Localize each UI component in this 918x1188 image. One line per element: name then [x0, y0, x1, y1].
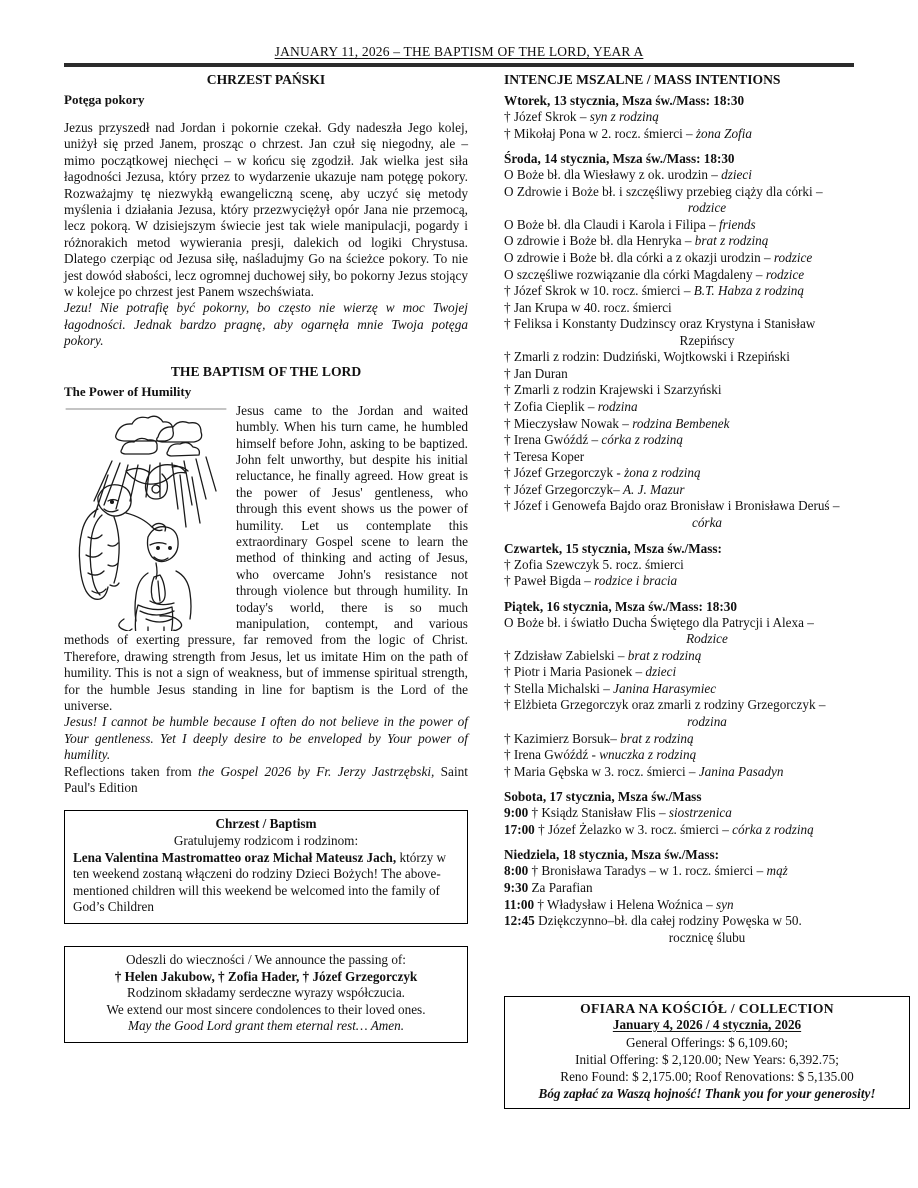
- mass-intention-line: [504, 498, 910, 515]
- mass-intention-donor: rodzice i bracia: [594, 573, 678, 589]
- passing-box-line1: Odeszli do wieczności / We announce the passing of:: [126, 952, 406, 968]
- mass-intention-donor: córka: [691, 514, 723, 530]
- mass-intention-donor: friends: [719, 216, 756, 232]
- english-reflection-block: [64, 403, 468, 715]
- collection-amount-line: Reno Found: $ 2,175.00; Roof Renovations: $ 5,135.00: [560, 1068, 854, 1084]
- credit-prefix: Reflections taken from: [64, 763, 199, 779]
- mass-intention-donor: córka z rodziną: [732, 821, 814, 837]
- mass-intention-donor: siostrzenica: [668, 805, 732, 821]
- mass-intention-text: O Boże bł. dla Claudi i Karola i Filipa –: [504, 216, 719, 232]
- mass-intention-text: † Józef i Genowefa Bajdo oraz Bronisław i Bronisława Deruś –: [504, 498, 840, 514]
- mass-intention-text: † Zdzisław Zabielski –: [504, 647, 628, 663]
- mass-intention-line: [504, 449, 910, 466]
- reflection-credit: [64, 764, 468, 797]
- mass-intention-line: [504, 366, 910, 383]
- mass-intention-line: [504, 432, 910, 449]
- baptism-box-title: Chrzest / Baptism: [215, 816, 317, 832]
- mass-intention-text: † Józef Skrok w 10. rocz. śmierci –: [504, 283, 694, 299]
- mass-intention-text: O zdrowie i Boże bł. dla Henryka –: [504, 233, 695, 249]
- mass-intention-donor: syn z rodziną: [589, 109, 659, 124]
- mass-intention-donor: mąż: [766, 863, 788, 879]
- mass-intention-text: † Irena Gwóźdź –: [504, 432, 602, 448]
- mass-time: 9:30: [504, 879, 529, 895]
- mass-intention-text: † Teresa Koper: [504, 448, 585, 464]
- mass-intention-line: [504, 863, 910, 880]
- mass-intention-donor: Janina Pasadyn: [698, 763, 784, 779]
- mass-intention-continuation: rocznicę ślubu: [668, 929, 746, 945]
- left-column: [64, 72, 468, 1043]
- mass-intention-text: O Boże bł. dla Wiesławy z ok. urodzin –: [504, 167, 722, 183]
- mass-intention-text: † Józef Grzegorczyk–: [504, 481, 623, 497]
- mass-intention-line: [504, 731, 910, 748]
- mass-intention-line: [504, 283, 910, 300]
- english-reflection-paragraph: Jesus came to the Jordan and waited humbly. When his turn came, he humbled himself before John, asking to be baptized. John felt unworthy, but despite his initial reluctance, he finally agreed. How great is the power of Jesus' gentleness, who through this event shows us the power of humility. Let us contemplate this extraordinary Gospel scene to learn the method of thinking and acting of Jesus, who overcame John's resistance not through violence but through humility. In today's world, there is so much manipulation, contempt, and various methods of exerting pressure, far removed from the logic of Christ. Therefore, drawing strength from Jesus, let us imitate Him on the path of humility. This is not a sign of weakness, but of immense spiritual strength, for the humble Jesus standing in line for baptism is the Lord of the universe.: [64, 402, 468, 713]
- baptism-box-names: Lena Valentina Mastromatteo oraz Michał Mateusz Jach,: [73, 849, 397, 865]
- english-section-title: THE BAPTISM OF THE LORD: [170, 363, 362, 379]
- baptism-box-body: [73, 850, 459, 917]
- mass-intention-text: † Paweł Bigda –: [504, 573, 595, 589]
- mass-intention-donor: Janina Harasymiec: [613, 680, 717, 696]
- collection-thanks: Bóg zapłać za Waszą hojność! Thank you for your generosity!: [538, 1086, 876, 1102]
- mass-time: 11:00: [504, 896, 535, 912]
- mass-intention-text: † Maria Gębska w 3. rocz. śmierci –: [504, 763, 699, 779]
- collection-box: [504, 996, 910, 1109]
- mass-intention-line: [504, 217, 910, 234]
- masthead: [64, 44, 854, 67]
- mass-intention-line: [504, 382, 910, 399]
- mass-intention-donor: żona Zofia: [695, 125, 752, 141]
- collection-title: OFIARA NA KOŚCIÓŁ / COLLECTION: [580, 1001, 834, 1016]
- mass-intention-donor: brat z rodziną: [694, 233, 769, 249]
- credit-source: the Gospel 2026 by Fr. Jerzy Jastrzębski,: [198, 763, 435, 779]
- mass-intention-text: † Józef Skrok –: [504, 109, 590, 124]
- baptism-box-text: którzy w ten weekend zostaną włączeni do rodziny Dzieci Bożych! The above-mentioned children will this weekend be welcomed into the family of God’s Children: [73, 849, 446, 915]
- mass-intention-donor: dzieci: [721, 167, 752, 183]
- mass-intention-text: † Piotr i Maria Pasionek –: [504, 664, 646, 680]
- polish-subhead: Potęga pokory: [64, 92, 145, 107]
- mass-intention-text: † Jan Krupa w 40. rocz. śmierci: [504, 299, 672, 315]
- mass-intention-text: † Józef Grzegorczyk -: [504, 465, 625, 481]
- mass-intention-line: [504, 109, 910, 126]
- baptism-of-jesus-illustration: [64, 405, 228, 631]
- mass-intention-line: [504, 167, 910, 184]
- mass-day-heading: Niedziela, 18 stycznia, Msza św./Mass:: [504, 847, 719, 863]
- masthead-title: JANUARY 11, 2026 – THE BAPTISM OF THE LORD, YEAR A: [274, 44, 644, 59]
- mass-intention-donor: brat z rodziną: [627, 647, 702, 663]
- mass-intention-line: [504, 300, 910, 317]
- mass-time: 12:45: [504, 913, 535, 929]
- mass-intention-line: [504, 880, 910, 897]
- right-column: [504, 72, 910, 946]
- passing-box-line3: Rodzinom składamy serdeczne wyrazy współczucia.: [127, 985, 405, 1001]
- mass-intentions-list: [504, 93, 910, 946]
- mass-intention-line: [504, 897, 910, 914]
- mass-intention-line: [504, 913, 910, 930]
- mass-intention-line: [504, 250, 910, 267]
- mass-intention-line: [504, 416, 910, 433]
- english-prayer: Jesus! I cannot be humble because I often do not believe in the power of Your gentleness. Yet I deeply desire to be enveloped by Your power of humility.: [64, 714, 468, 763]
- mass-intention-donor: rodzice: [765, 266, 805, 282]
- mass-intention-text: † Bronisława Taradys – w 1. rocz. śmierci –: [528, 863, 767, 879]
- mass-intention-text: O Boże bł. i światło Ducha Świętego dla Patrycji i Alexa –: [504, 614, 814, 630]
- mass-intention-line: [504, 316, 910, 333]
- mass-intention-line: [504, 747, 910, 764]
- mass-intention-line: [504, 126, 910, 143]
- mass-intention-text: † Stella Michalski –: [504, 680, 614, 696]
- mass-intention-donor: córka z rodziną: [601, 432, 683, 448]
- mass-intention-donor: B.T. Habza z rodziną: [693, 283, 804, 299]
- masthead-rule: [64, 63, 854, 67]
- mass-intention-donor: Rodzice: [686, 631, 728, 647]
- mass-day-heading: Piątek, 16 stycznia, Msza św./Mass: 18:30: [504, 598, 737, 614]
- polish-section-title: CHRZEST PAŃSKI: [206, 72, 326, 87]
- mass-intention-line: [504, 805, 910, 822]
- mass-time: 8:00: [504, 863, 529, 879]
- mass-intention-text: † Feliksa i Konstanty Dudzinscy oraz Krystyna i Stanisław: [504, 316, 816, 332]
- mass-intention-continuation: Rzepińscy: [679, 332, 735, 348]
- passing-box-line5: May the Good Lord grant them eternal rest… Amen.: [127, 1018, 405, 1034]
- credit-suffix: Saint Paul's Edition: [64, 763, 468, 796]
- mass-intention-donor: syn: [715, 896, 734, 912]
- mass-day-heading: Wtorek, 13 stycznia, Msza św./Mass: 18:30: [504, 93, 745, 108]
- mass-intention-text: † Zmarli z rodzin Krajewski i Szarzyński: [504, 382, 722, 398]
- mass-intention-donor: brat z rodziną: [620, 730, 694, 746]
- mass-intention-text: † Zmarli z rodzin: Dudziński, Wojtkowski i Rzepiński: [504, 349, 790, 365]
- mass-intention-donor: rodzina Bembenek: [632, 415, 730, 431]
- mass-intention-donor: rodzice: [773, 249, 813, 265]
- collection-amounts: [511, 1035, 903, 1085]
- mass-intention-line: [504, 697, 910, 714]
- mass-intention-text: † Zofia Szewczyk 5. rocz. śmierci: [504, 556, 684, 572]
- mass-intention-line: [504, 184, 910, 201]
- mass-intention-text: † Kazimierz Borsuk–: [504, 730, 621, 746]
- polish-reflection-paragraph: Jezus przyszedł nad Jordan i pokornie czekał. Gdy nadeszła Jego kolej, uniżył się przed Janem, prosząc o chrzest. Jan czuł się niegodny, ale – mimo początkowej niechęci – w końcu się zgodził. Jak wielka jest siła łagodności Jezusa, który przez to wydarzenie ukazuje nam potęgę pokory. Rozważajmy tę niezwykłą ewangeliczną scenę, aby uczyć się metody myślenia i działania Jezusa, który przezwyciężył opór Jana nie przemocą, lecz pokorą. W dzisiejszym świecie jest tak wiele manipulacji, pogardy i różnorakich metod wywierania presji, dalekich od logiki Chrystusa. Dlatego czerpiąc od Jezusa siłę, naśladujmy Go na ścieżce pokory. To nie jest dowód słabości, lecz ogromnej duchowej siły, bo pokorny Jezus stojący w kolejce po chrzest jest Panem wszechświata.: [64, 120, 468, 300]
- mass-intention-donor: dzieci: [645, 664, 677, 680]
- mass-intention-text: † Jan Duran: [504, 365, 568, 381]
- mass-intention-line: [504, 822, 910, 839]
- polish-prayer: Jezu! Nie potrafię być pokorny, bo często nie wierzę w moc Twojej łagodności. Jednak bardzo pragnę, aby ogarnęła mnie Twoja potęga pokory.: [64, 300, 468, 349]
- passing-announcement-box: [64, 946, 468, 1043]
- mass-intention-line: [504, 482, 910, 499]
- mass-day-heading: Środa, 14 stycznia, Msza św./Mass: 18:30: [504, 151, 735, 167]
- mass-intention-line: [504, 399, 910, 416]
- mass-intention-text: † Elżbieta Grzegorczyk oraz zmarli z rodziny Grzegorczyk –: [504, 697, 826, 713]
- english-subhead: The Power of Humility: [64, 383, 192, 399]
- mass-intention-text: † Ksiądz Stanisław Flis –: [528, 805, 669, 821]
- mass-intention-donor: wnuczka z rodziną: [599, 747, 697, 763]
- mass-intention-text: † Irena Gwóźdź -: [504, 747, 600, 763]
- mass-intention-line: [504, 664, 910, 681]
- mass-intention-line: [504, 233, 910, 250]
- mass-intention-line: [504, 615, 910, 632]
- mass-intentions-title: INTENCJE MSZALNE / MASS INTENTIONS: [504, 72, 781, 87]
- mass-day-heading: Czwartek, 15 stycznia, Msza św./Mass:: [504, 540, 722, 556]
- mass-intention-text: † Mikołaj Pona w 2. rocz. śmierci –: [504, 125, 696, 141]
- mass-intention-line: [504, 465, 910, 482]
- mass-intention-text: † Józef Żelazko w 3. rocz. śmierci –: [534, 821, 733, 837]
- baptism-announcement-box: [64, 810, 468, 924]
- mass-intention-line: [504, 267, 910, 284]
- mass-intention-text: † Zofia Cieplik –: [504, 399, 598, 414]
- mass-intention-text: O szczęśliwe rozwiązanie dla córki Magdaleny –: [504, 266, 766, 282]
- mass-intention-line: [504, 557, 910, 574]
- mass-intention-line: [504, 349, 910, 366]
- mass-intention-text: † Mieczysław Nowak –: [504, 415, 633, 431]
- mass-intention-text: O zdrowie i Boże bł. dla córki a z okazji urodzin –: [504, 249, 774, 265]
- mass-intention-line: [504, 681, 910, 698]
- passing-box-names: † Helen Jakubow, † Zofia Hader, † Józef Grzegorczyk: [114, 968, 418, 984]
- mass-intention-donor: rodzice: [687, 200, 727, 216]
- mass-intention-donor: rodzina: [687, 714, 727, 729]
- mass-intention-line: [504, 573, 910, 590]
- mass-day-heading: Sobota, 17 stycznia, Msza św./Mass: [504, 789, 702, 805]
- mass-time: 9:00: [504, 805, 529, 821]
- mass-intention-donor: żona z rodziną: [624, 465, 701, 481]
- mass-intention-text: O Zdrowie i Boże bł. i szczęśliwy przebieg ciąży dla córki –: [504, 183, 823, 199]
- collection-amount-line: Initial Offering: $ 2,120.00; New Years: 6,392.75;: [575, 1051, 839, 1067]
- mass-intention-line: [504, 648, 910, 665]
- mass-intention-line: [504, 764, 910, 781]
- collection-amount-line: General Offerings: $ 6,109.60;: [626, 1035, 788, 1050]
- collection-date: January 4, 2026 / 4 stycznia, 2026: [612, 1017, 802, 1032]
- passing-box-line4: We extend our most sincere condolences to their loved ones.: [106, 1001, 426, 1017]
- mass-intention-donor: A. J. Mazur: [623, 481, 685, 497]
- mass-intention-donor: rodzina: [597, 399, 638, 414]
- baptism-box-congrats: Gratulujemy rodzicom i rodzinom:: [173, 833, 359, 848]
- mass-time: 17:00: [504, 821, 535, 837]
- mass-intention-text: Za Parafian: [528, 879, 593, 895]
- mass-intention-text: Dziękczynno–bł. dla całej rodziny Powęska w 50.: [534, 913, 802, 929]
- mass-intention-text: † Władysław i Helena Woźnica –: [534, 896, 716, 912]
